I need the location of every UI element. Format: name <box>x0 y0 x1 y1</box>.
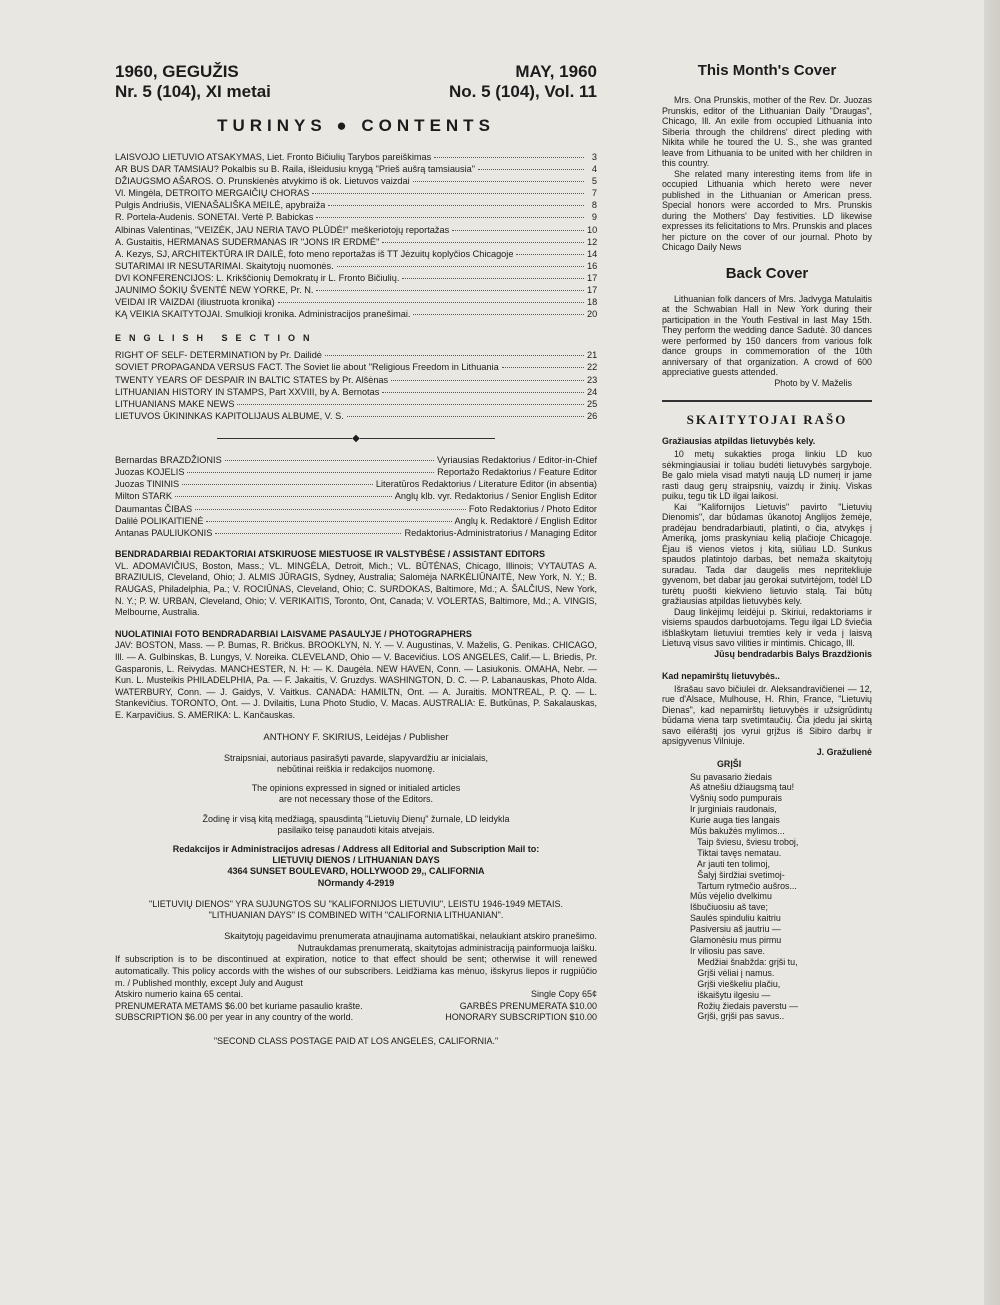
toc-entry-row <box>115 248 597 260</box>
toc-entry-title: DVI KONFERENCIJOS: L. Krikščionių Demokratų ir L. Fronto Bičiulių. <box>115 272 400 283</box>
photographers-title: NUOLATINIAI FOTO BENDRADARBIAI LAISVAME PASAULYJE / PHOTOGRAPHERS <box>115 628 472 639</box>
note-lt-1: Straipsniai, autoriaus pasirašyti pavarde, slapyvardžiu ar inicialais, <box>223 752 489 763</box>
poem-line: Vyšnių sodo pumpurais <box>690 793 782 804</box>
dot-leader <box>175 496 392 497</box>
dot-leader <box>195 509 466 510</box>
price-annual-en: SUBSCRIPTION $6.00 per year in any country of the world. <box>115 1012 354 1023</box>
english-toc-entry-value: 22 <box>587 362 598 373</box>
toc-entry-value: 3 <box>591 152 597 162</box>
staff-entry-title: Antanas PAULIUKONIS <box>115 528 213 539</box>
issue-date-lt: 1960, GEGUŽIS <box>115 62 239 81</box>
divider-ornament: ◆ <box>115 434 597 444</box>
subscription-block <box>115 931 597 1024</box>
toc-entry-title: A. Gustaitis, HERMANAS SUDERMANAS IR "JONS IR ERDMĖ" <box>115 236 380 247</box>
english-toc-entry-row <box>115 361 597 373</box>
toc-entry-value: 5 <box>591 176 597 187</box>
poem-line: Saulės spinduliu kaitriu <box>690 913 781 924</box>
dot-leader <box>382 392 584 393</box>
poem-line: Taip šviesu, šviesu troboj, <box>690 836 799 847</box>
note-en-1: The opinions expressed in signed or initialed articles <box>251 783 461 794</box>
english-toc-entry-row <box>115 398 597 410</box>
staff-entry-row <box>115 527 597 539</box>
merger-note <box>115 899 597 921</box>
toc-entry-row <box>115 236 597 248</box>
staff-entry-value: Reportažo Redaktorius / Feature Editor <box>437 467 597 478</box>
toc-entry-title: R. Portela-Audenis. SONETAI. Vertė P. Babickas <box>115 212 314 223</box>
dot-leader <box>502 367 584 368</box>
table-of-contents <box>115 151 597 320</box>
toc-entry-row <box>115 187 597 199</box>
toc-entry-title: KĄ VEIKIA SKAITYTOJAI. Smulkioji kronika. Administracijos pranešimai. <box>115 309 411 320</box>
publisher-line: ANTHONY F. SKIRIUS, Leidėjas / Publisher <box>263 731 449 743</box>
poem-title: GRĮŠI <box>717 758 742 769</box>
note-en-2: are not necessary those of the Editors. <box>278 794 434 805</box>
address-block <box>115 844 597 889</box>
toc-entry-row <box>115 151 597 163</box>
cover-text-2: She related many interesting items from life in occupied Lithuania which hereto were never published in the Lithuanian or American press. Special honors were accorded to Mrs. Prunskis during the Mothers' Day festivities. LD likewise expresses its felicitations to Mrs. Prunskis and places her picture on the cover of our journal. Photo by Chicago Daily News <box>662 168 872 252</box>
poem-line: Su pavasario žiedais <box>690 771 772 782</box>
cover-title: This Month's Cover <box>697 62 837 79</box>
toc-entry-value: 20 <box>587 309 598 320</box>
dot-leader <box>187 472 434 473</box>
poem-line: Grįši vėliai į namus. <box>690 967 775 978</box>
assistant-editors-title: BENDRADARBIAI REDAKTORIAI ATSKIRUOSE MIESTUOSE IR VALSTYBĖSE / ASSISTANT EDITORS <box>115 549 546 560</box>
address-line-3: NOrmandy 4-2919 <box>317 877 395 888</box>
dot-leader <box>347 416 584 417</box>
address-line-1: LIETUVIŲ DIENOS / LITHUANIAN DAYS <box>272 855 440 866</box>
english-toc-entry-row <box>115 374 597 386</box>
staff-entry-title: Daumantas ČIBAS <box>115 503 193 514</box>
assistant-editors-text: VL. ADOMAVIČIUS, Boston, Mass.; VL. MINGĖLA, Detroit, Mich.; VL. BŪTĖNAS, Chicago, Illinois; VYTAUTAS A. BRAZIULIS, Cleveland, Ohio; J. ALMIS JŪRAGIS, Sydney, Australia; Salomėja NARKĖLIŪNAITĖ, New York, N. Y.; B. RAUGAS, Philadelphia, Pa.; V. ROCIŪNAS, Cleveland, Ohio; C. SURDOKAS, Baltimore, Md.; A. ŠALČIUS, New York, N. Y.; P. W. URBAN, Cleveland, Ohio; V. VERIKAITIS, Toronto, Ont, Canada; V. VOLERTAS, Baltimore, Md.; A. VINGIS, Melbourne, Australia. <box>115 560 597 618</box>
english-toc-entry-value: 23 <box>587 374 598 385</box>
letter-1-para-1: 10 metų sukakties proga linkiu LD kuo sėkmingiausiai ir toliau budėti lietuvybės sargyboje. Be galo miela visad matyti naują LD numerį ir jame rasti daug gerų straipsnių, vaizdų ir žinių. Viskas puiku, tegu tik LD ilgai laikosi. <box>662 449 872 501</box>
staff-entry-title: Dalilė POLIKAITIENĖ <box>115 515 204 526</box>
toc-entry-title: Vl. Mingėla, DETROITO MERGAIČIŲ CHORAS <box>115 188 310 199</box>
toc-entry-value: 18 <box>587 297 598 308</box>
subscription-cancel: Nutraukdamas prenumeratą, skaitytojas administraciją painformuoja laišku. <box>297 942 597 953</box>
note-lt-2: nebūtinai reiškia ir redakcijos nuomonę. <box>276 764 436 775</box>
toc-entry-title: VEIDAI IR VAIZDAI (iliustruota kronika) <box>115 297 275 308</box>
toc-entry-value: 17 <box>587 272 598 283</box>
letter-1-title: Gražiausias atpildas lietuvybės kely. <box>662 436 816 446</box>
dot-leader <box>402 278 584 279</box>
dot-leader <box>391 380 584 381</box>
staff-entry-value: Anglų k. Redaktorė / English Editor <box>454 515 597 526</box>
price-row-2 <box>115 1001 597 1013</box>
note-lt <box>115 753 597 775</box>
dot-leader <box>382 242 584 243</box>
english-toc-entry-row <box>115 410 597 422</box>
note-rights <box>115 814 597 836</box>
poem-line: Rožių žiedais paverstu — <box>690 1000 799 1011</box>
masthead <box>115 62 597 102</box>
section-rule <box>662 400 872 402</box>
staff-entry-title: Juozas TININIS <box>115 479 180 490</box>
toc-entry-value: 4 <box>591 164 597 175</box>
staff-entry-title: Juozas KOJELIS <box>115 467 185 478</box>
toc-entry-title: Pulgis Andriušis, VIENAŠALIŠKA MEILĖ, apybraiža <box>115 200 326 211</box>
toc-entry-title: JAUNIMO ŠOKIŲ ŠVENTĖ NEW YORKE, Pr. N. <box>115 285 314 296</box>
dot-leader <box>413 181 584 182</box>
price-honorary-lt: GARBĖS PRENUMERATA $10.00 <box>459 1000 597 1011</box>
toc-entry-title: Albinas Valentinas, "VEIZĖK, JAU NERIA TAVO PLŪDĖ!" meškeriotojų reportažas <box>115 224 450 235</box>
staff-entry-row <box>115 503 597 515</box>
poem-line: Grįši vieškeliu plačiu, <box>690 978 781 989</box>
english-toc-entry-title: SOVIET PROPAGANDA VERSUS FACT. The Soviet lie about "Religious Freedom in Lithuania <box>115 362 499 373</box>
cover-text-1: Mrs. Ona Prunskis, mother of the Rev. Dr. Juozas Prunskis, editor of the Lithuanian Daily "Draugas", Chicago, Ill. An exile from occupied Lithuania into Siberia through the childrens' direct pleding with Nikita while he toured the U. S., she was granted leave from Lithuania to be united with her children in this country. <box>662 95 872 168</box>
staff-entry-row <box>115 454 597 466</box>
toc-entry-value: 16 <box>587 260 598 271</box>
poem-line: Ar jauti ten tolimoj, <box>690 858 770 869</box>
english-toc-entry-value: 21 <box>587 350 598 361</box>
price-annual-lt: PRENUMERATA METAMS $6.00 bet kuriame pasaulio krašte. <box>115 1000 363 1011</box>
dot-leader <box>434 157 584 158</box>
right-column <box>662 62 872 1022</box>
poem-line: Tiktai tavęs nematau. <box>690 847 782 858</box>
dot-leader <box>237 404 584 405</box>
dot-leader <box>452 230 584 231</box>
dot-leader <box>225 460 434 461</box>
english-toc-entry-title: LITHUANIANS MAKE NEWS <box>115 398 235 409</box>
english-toc-entry-row <box>115 349 597 361</box>
poem-line: Ir jurginiais raudonais, <box>690 804 777 815</box>
toc-entry-title: A. Kezys, SJ, ARCHITEKTŪRA IR DAILĖ, foto meno reportažas iš TT Jėzuitų koplyčios Chicagoje <box>115 248 514 259</box>
price-single-en: Single Copy 65¢ <box>530 989 597 1000</box>
price-row-3 <box>115 1012 597 1024</box>
photographers <box>115 629 597 722</box>
subscription-en: If subscription is to be discontinued at expiration, notice to that effect should be sent; otherwise it will renewed automatically. This policy accords with the wishes of our subscribers. Leidžiama kas mėnuo, išskyrus liepos ir rugpiūčio m. / Published monthly, except July and August <box>115 954 597 988</box>
staff-entry-value: Anglų klb. vyr. Redaktorius / Senior English Editor <box>394 491 597 502</box>
price-single-lt: Atskiro numerio kaina 65 centai. <box>115 989 244 1000</box>
toc-entry-value: 8 <box>591 200 597 211</box>
english-contents <box>115 349 597 422</box>
poem-line: Aš atnešiu džiaugsmą tau! <box>690 782 795 793</box>
dot-leader <box>413 314 584 315</box>
back-cover-title: Back Cover <box>725 264 809 282</box>
dot-leader <box>215 533 401 534</box>
letter-2-title: Kad nepamirštų lietuvybės.. <box>662 670 780 681</box>
dot-leader <box>206 521 451 522</box>
issue-date-en: MAY, 1960 <box>515 62 597 81</box>
price-row-1 <box>115 989 597 1001</box>
issue-number-en: No. 5 (104), Vol. 11 <box>448 82 597 101</box>
back-cover-text: Lithuanian folk dancers of Mrs. Jadvyga Matulaitis at the Schwabian Hall in New York during their participation in the Youth Festival in last May 15th. They perform the wedding dance Sadutė. 30 dances were performed by 150 dancers from various folk dance groups in commemoration of the 10th anniversary of that organization. A crowd of 600 appreciative guests attended. <box>662 293 872 377</box>
dot-leader <box>325 355 584 356</box>
dot-leader <box>516 254 584 255</box>
toc-entry-value: 7 <box>591 188 597 199</box>
staff-list <box>115 454 597 539</box>
toc-entry-row <box>115 224 597 236</box>
poem-line: Mūs vėjelio dvelkimu <box>690 891 772 902</box>
dot-leader <box>337 266 584 267</box>
english-toc-entry-row <box>115 386 597 398</box>
poem-line: Grįši, grįši pas savus.. <box>690 1011 785 1022</box>
poem-line: Išbučiuosiu aš tave; <box>690 902 768 913</box>
toc-entry-row <box>115 296 597 308</box>
page-edge <box>984 0 1000 1305</box>
english-toc-entry-title: LIETUVOS ŪKININKAS KAPITOLIJAUS ALBUME, V. S. <box>115 410 344 421</box>
dot-leader <box>316 290 584 291</box>
issue-number-lt: Nr. 5 (104), XI metai <box>115 82 271 101</box>
contents-title: TURINYS ● CONTENTS <box>217 116 495 135</box>
address-title: Redakcijos ir Administracijos adresas / Address all Editorial and Subscription Mail to: <box>172 844 540 855</box>
letter-2-signature: J. Gražulienė <box>816 746 872 757</box>
assistant-editors <box>115 549 597 619</box>
toc-entry-title: SUTARIMAI IR NESUTARIMAI. Skaitytojų nuomonės. <box>115 260 334 271</box>
subscription-renewal: Skaitytojų pageidavimu prenumerata atnaujinama automatiškai, nelaukiant atskiro pranešimo. <box>224 931 597 942</box>
staff-entry-row <box>115 515 597 527</box>
poem-line: Ir viliosiu pas save. <box>690 946 765 956</box>
note-rights-1: Žodinę ir visą kitą medžiagą, spausdintą "Lietuvių Dienų" žurnale, LD leidykla <box>202 813 510 824</box>
merger-note-en: "LITHUANIAN DAYS" IS COMBINED WITH "CALIFORNIA LITHUANIAN". <box>208 910 504 921</box>
poem-line: Mūs bakužės mylimos... <box>690 826 785 837</box>
dot-leader <box>316 217 584 218</box>
staff-entry-row <box>115 466 597 478</box>
left-column <box>115 62 597 1047</box>
staff-entry-title: Milton STARK <box>115 491 173 502</box>
staff-entry-value: Literatūros Redaktorius / Literature Editor (in absentia) <box>375 479 597 490</box>
poem-line: iškaišytu ilgesiu — <box>690 989 771 1000</box>
toc-entry-row <box>115 272 597 284</box>
toc-entry-row <box>115 175 597 187</box>
letter-1-para-2: Kai "Kalifornijos Lietuvis" pavirto "Lietuvių Dienomis", dar būdamas ūkanotoj Anglijos žemėje, pradėjau bendradarbiauti, platinti, o čia, atvykęs į Ameriką, joms praskyniau kelią plačioje Chicagoje. Ėjau iš vienos vietos į kitą, siūliau LD. Sunkus spaudos platintojo darbas, bet nemaža skaitytojų suradau. Tada dar daugelis mes nepritekliuje gyvenom, bet dabar jau gerokai sutvirtėjom, todėl LD turėtų puošti kiekvieno lietuvio stalą. Tai būtų gražiausias atpildas lietuvybės kely. <box>662 501 872 606</box>
letter-1-signature: Jūsų bendradarbis Balys Brazdžionis <box>714 648 872 659</box>
poem-line: Šalyj širdžiai svetimoj- <box>690 869 785 880</box>
poem-line: Glamonėsiu mus pirmu <box>690 935 782 946</box>
photographers-text: JAV: BOSTON, Mass. — P. Bumas, R. Bričkus. BROOKLYN, N. Y. — V. Augustinas, V. Maželis, G. Penikas. CHICAGO, Ill. — A. Gulbinskas, B. Lungys, V. Noreika. CLEVELAND, Ohio — V. Bacevičius. LOS ANGELES, Calif.— L. Briedis, Pr. Gasparonis, L. Reivydas. MANCHESTER, N. H: — K. Daugėla. NEW HAVEN, Conn. — Lasiukonis. OMAHA, Nebr. — Kun. L. Musteikis PHILADELPHIA, Pa. — F. Jakaitis, V. Gruzdys. WASHINGTON, D. C. — P. Labanauskas, Photo Alda. WATERBURY, Conn. — J. Gaidys, V. Vaitkus. CANADA: HAMILTN, Ont. — A. Juraitis. MONTREAL, P. Q. — L. Stankevičius. TORONTO, Ont. — J. Dvilaitis, Luna Photo Studio, V. Macas. AUSTRALIA: E. Butkūnas, P. Sakalauskas, E. Karpavičius. S. AMERIKA: L. Kančauskas. <box>115 640 597 721</box>
letter-2-para: Išrašau savo bičiulei dr. Aleksandravičienei — 12, rue d'Alsace, Mulhouse, H. Rhin, France, "Lietuvių Dienas", kad nepamirštų lietuvybės ir užsigrūdintų būdama viena tarp svetimtaučių. Čia įdedu jai skirtą savo eilėraštį jos vyrui grįžus iš Sibiro darbų ir apsigyvenus Vilniuje. <box>662 683 872 746</box>
postage-note: "SECOND CLASS POSTAGE PAID AT LOS ANGELES, CALIFORNIA." <box>213 1036 499 1046</box>
toc-entry-value: 17 <box>587 285 598 296</box>
english-toc-entry-title: RIGHT OF SELF- DETERMINATION by Pr. Dailidė <box>115 350 322 361</box>
poem-line: Pasiversiu aš jautriu — <box>690 924 781 935</box>
dot-leader <box>278 302 584 303</box>
english-toc-entry-title: LITHUANIAN HISTORY IN STAMPS, Part XXVIII, by A. Bernotas <box>115 386 380 397</box>
staff-entry-value: Vyriausias Redaktorius / Editor-in-Chief <box>437 454 597 465</box>
staff-entry-row <box>115 490 597 502</box>
toc-entry-title: LAISVOJO LIETUVIO ATSAKYMAS, Liet. Fronto Bičiulių Tarybos pareiškimas <box>115 152 432 162</box>
letters-title: SKAITYTOJAI RAŠO <box>686 412 848 427</box>
merger-note-lt: "LIETUVIŲ DIENOS" YRA SUJUNGTOS SU "KALIFORNIJOS LIETUVIU", LEISTU 1946-1949 METAIS. <box>149 898 563 909</box>
english-toc-entry-value: 25 <box>587 398 598 409</box>
english-section-title: ENGLISH SECTION <box>115 333 318 344</box>
poem <box>690 772 872 1023</box>
toc-entry-title: DŽIAUGSMO AŠAROS. O. Prunskienės atvykimo iš ok. Lietuvos vaizdai <box>115 176 410 187</box>
english-toc-entry-title: TWENTY YEARS OF DESPAIR IN BALTIC STATES by Pr. Alšėnas <box>115 374 389 385</box>
dot-leader <box>312 193 584 194</box>
staff-entry-value: Foto Redaktorius / Photo Editor <box>468 503 597 514</box>
poem-line: Kurie auga ties langais <box>690 815 780 826</box>
toc-entry-title: AR BUS DAR TAMSIAU? Pokalbis su B. Raila, išleidusiu knygą "Prieš aušrą tamsiausia" <box>115 164 476 175</box>
poem-line: Tartum rytmečio aušros... <box>690 880 797 891</box>
toc-entry-row <box>115 199 597 211</box>
english-toc-entry-value: 26 <box>587 410 598 421</box>
toc-entry-value: 9 <box>591 212 597 223</box>
toc-entry-value: 14 <box>587 248 598 259</box>
letter-1-para-3: Daug linkėjimų leidėjui p. Skiriui, redaktoriams ir visiems spaudos darbuotojams. Tegu ilgai LD šviečia išblaškytam lietuviui tremties kely ir veda į laisvą Lietuvą visus savo vilities ir mintimis. Chicago, Ill. <box>662 606 872 648</box>
price-honorary-en: HONORARY SUBSCRIPTION $10.00 <box>445 1012 597 1023</box>
note-en <box>115 783 597 805</box>
dot-leader <box>182 484 373 485</box>
poem-line: Medžiai šnabžda: grįši tu, <box>690 956 798 967</box>
toc-entry-row <box>115 260 597 272</box>
toc-entry-value: 10 <box>587 224 598 235</box>
address-line-2: 4364 SUNSET BOULEVARD, HOLLYWOOD 29,, CALIFORNIA <box>227 866 485 877</box>
back-cover-credit: Photo by V. Maželis <box>774 377 852 388</box>
note-rights-2: pasilaiko teisę panaudoti kitais atvejais. <box>277 824 435 835</box>
dot-leader <box>328 205 584 206</box>
staff-entry-title: Bernardas BRAZDŽIONIS <box>115 454 222 465</box>
toc-entry-value: 12 <box>587 236 598 247</box>
toc-entry-row <box>115 308 597 320</box>
english-toc-entry-value: 24 <box>587 386 598 397</box>
toc-entry-row <box>115 284 597 296</box>
dot-leader <box>478 169 584 170</box>
toc-entry-row <box>115 163 597 175</box>
toc-entry-row <box>115 211 597 223</box>
staff-entry-row <box>115 478 597 490</box>
staff-entry-value: Redaktorius-Administratorius / Managing Editor <box>404 528 597 539</box>
